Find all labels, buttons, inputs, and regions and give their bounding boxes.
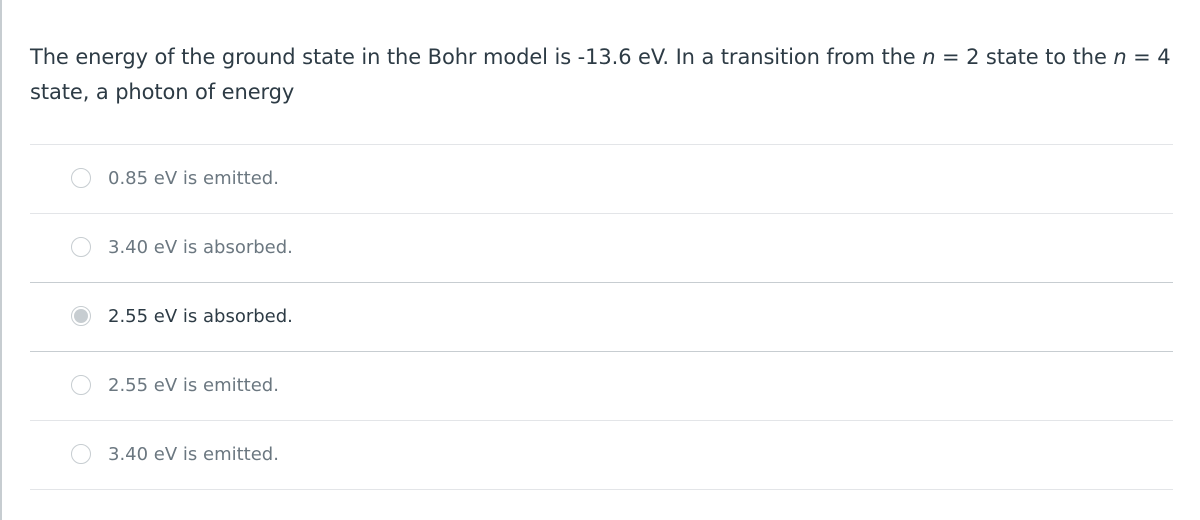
radio-button[interactable] [71, 237, 91, 257]
radio-button[interactable] [71, 375, 91, 395]
radio-button[interactable] [71, 444, 91, 464]
variable-n-2: n [1113, 45, 1127, 69]
question-text-part-2: = 2 state to the [935, 45, 1114, 69]
answer-label: 3.40 eV is absorbed. [108, 237, 293, 258]
question-text-part-1: The energy of the ground state in the Bohr model is -13.6 eV. In a transition from the [30, 45, 923, 69]
radio-button[interactable] [71, 168, 91, 188]
answer-list [30, 144, 1173, 490]
answer-option-5[interactable] [30, 421, 1173, 490]
answer-label: 0.85 eV is emitted. [108, 168, 279, 189]
left-border [0, 0, 2, 520]
answer-label: 2.55 eV is emitted. [108, 375, 279, 396]
answer-label: 3.40 eV is emitted. [108, 444, 279, 465]
radio-button-selected[interactable] [71, 306, 91, 326]
variable-n-1: n [922, 45, 936, 69]
answer-option-1[interactable] [30, 145, 1173, 214]
answer-option-2[interactable] [30, 214, 1173, 283]
answer-label: 2.55 eV is absorbed. [108, 306, 293, 327]
question-text [30, 40, 1180, 110]
answer-option-4[interactable] [30, 352, 1173, 421]
answer-option-3[interactable] [30, 282, 1173, 352]
question-text-part-3: = 4 state, a photon of energy [30, 45, 1171, 104]
